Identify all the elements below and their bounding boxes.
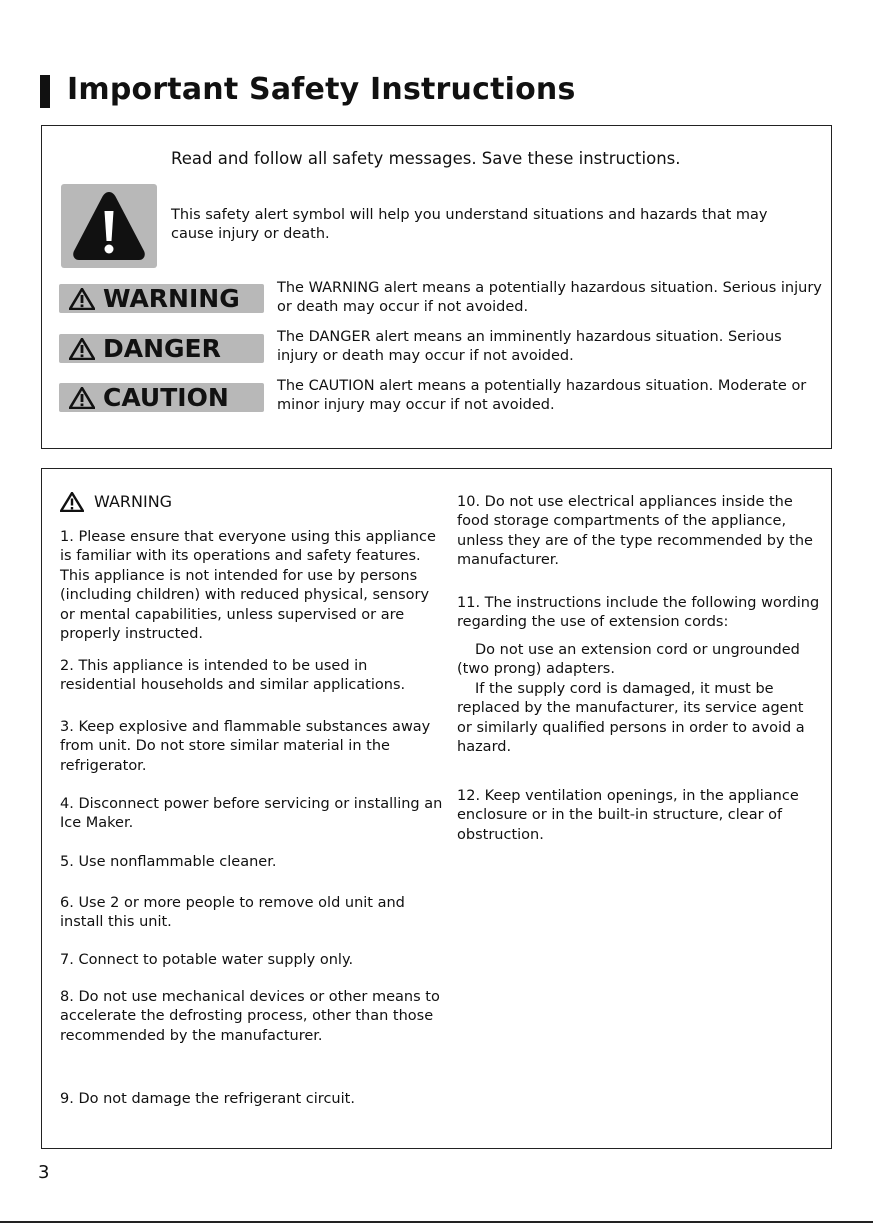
warning-triangle-icon <box>69 288 95 310</box>
instruction-item-1: 1. Please ensure that everyone using this appliance is familiar with its operations and safety features. This appliance is not intended for use by persons (including children) with reduced physical, sensory or mental capabilities, unless supervised or are properly instructed. <box>60 529 436 643</box>
caution-definition: The CAUTION alert means a potentially hazardous situation. Moderate or minor injury may occur if not avoided. <box>277 378 807 413</box>
caution-label <box>59 383 264 412</box>
instruction-item-12: 12. Keep ventilation openings, in the appliance enclosure or in the built-in structure, clear of obstruction. <box>457 788 799 843</box>
instruction-item-11: 11. The instructions include the following wording regarding the use of extension cords: <box>457 595 820 631</box>
symbol-description: This safety alert symbol will help you understand situations and hazards that may cause injury or death. <box>171 207 768 242</box>
safety-alert-symbol <box>61 184 157 268</box>
warning-triangle-icon <box>69 338 95 360</box>
instruction-item-7: 7. Connect to potable water supply only. <box>60 952 354 968</box>
danger-definition: The DANGER alert means an imminently hazardous situation. Serious injury or death may occur if not avoided. <box>277 329 782 364</box>
item-11-subpoint-1: Do not use an extension cord or ungrounded (two prong) adapters. <box>457 642 800 678</box>
page-number: 3 <box>38 1162 50 1183</box>
instruction-item-6: 6. Use 2 or more people to remove old unit and install this unit. <box>60 895 405 931</box>
instruction-item-5: 5. Use nonflammable cleaner. <box>60 854 277 870</box>
warning-triangle-icon <box>60 492 84 512</box>
footer-rule <box>0 1221 873 1223</box>
instruction-item-2: 2. This appliance is intended to be used in residential households and similar applications. <box>60 658 406 694</box>
danger-label <box>59 334 264 363</box>
warning-label-text: WARNING <box>103 284 240 313</box>
instruction-item-3: 3. Keep explosive and flammable substances away from unit. Do not store similar material in the refrigerator. <box>60 719 431 774</box>
instruction-item-9: 9. Do not damage the refrigerant circuit. <box>60 1091 355 1107</box>
warning-triangle-icon <box>71 189 147 263</box>
warning-definition: The WARNING alert means a potentially hazardous situation. Serious injury or death may occur if not avoided. <box>277 280 822 315</box>
instruction-item-10: 10. Do not use electrical appliances inside the food storage compartments of the appliance, unless they are of the type recommended by the manufacturer. <box>457 494 813 569</box>
page-title: Important Safety Instructions <box>67 72 576 107</box>
warning-heading-text: WARNING <box>94 492 173 511</box>
instruction-item-8: 8. Do not use mechanical devices or other means to accelerate the defrosting process, other than those recommended by the manufacturer. <box>60 989 440 1044</box>
item-11-subpoint-2: If the supply cord is damaged, it must be replaced by the manufacturer, its service agent or similarly qualified persons in order to avoid a hazard. <box>457 681 805 756</box>
title-accent-bar <box>40 75 50 108</box>
warning-heading <box>60 491 172 513</box>
caution-label-text: CAUTION <box>103 383 229 412</box>
warning-triangle-icon <box>69 387 95 409</box>
instruction-item-4: 4. Disconnect power before servicing or installing an Ice Maker. <box>60 796 443 832</box>
danger-label-text: DANGER <box>103 334 221 363</box>
warning-label <box>59 284 264 313</box>
intro-text: Read and follow all safety messages. Save these instructions. <box>171 149 681 168</box>
